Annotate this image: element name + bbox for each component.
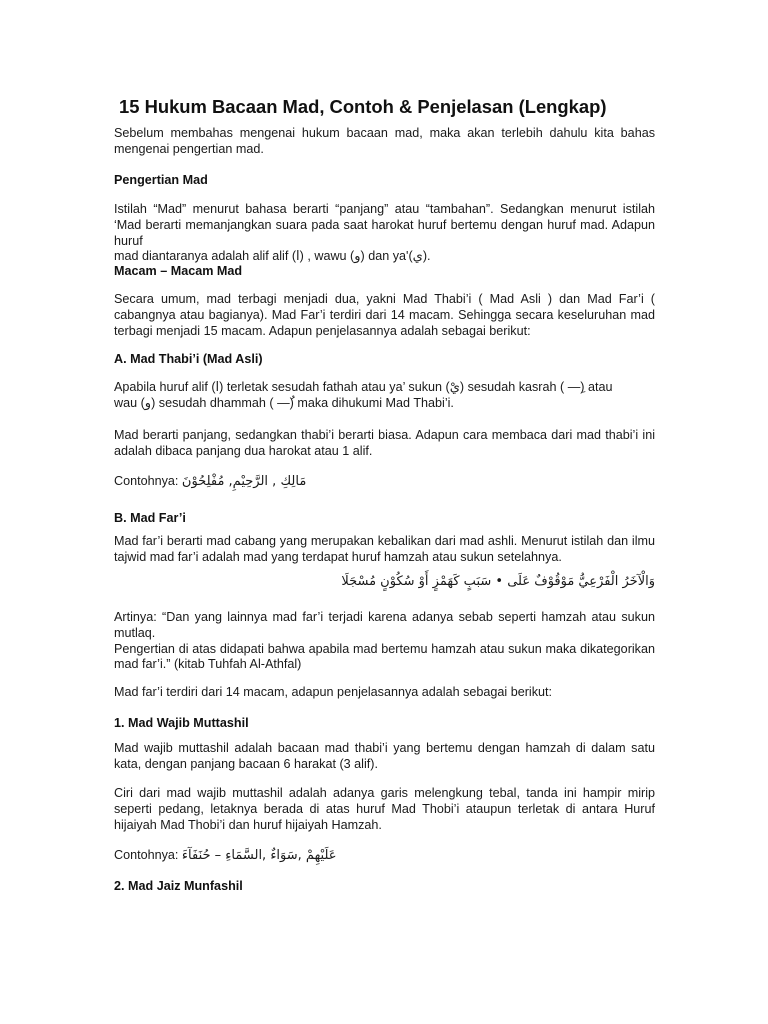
macam-paragraph: Secara umum, mad terbagi menjadi dua, yakni Mad Thabi’i ( Mad Asli ) dan Mad Far’i ( cabangnya atau bagianya). Mad Far’i terdiri dari 14 macam. Sehingga secara keseluruhan mad terbagi menjadi 15 macam. Adapun penjelasannya adalah sebagai berikut:	[114, 292, 655, 338]
heading-mad-fari: B. Mad Far’i	[114, 511, 186, 525]
arabic-ya: ي	[412, 249, 423, 265]
arabic-verse-fari: وَالْآخَرُ الْفَرْعِيُّ مَوْقُوْفٌ عَلَى • سَبَبٍ كَهَمْزٍ أَوْ سُكُوْنٍ مُسْجَلَا	[341, 574, 655, 589]
heading-pengertian-mad: Pengertian Mad	[114, 173, 208, 187]
wajib-example: Contohnya: عَلَيْهِمْ ,سَوَاءٌ ,السَّمَاءِ – حُنَفَآءَ	[114, 848, 337, 863]
pengertian-paragraph: Istilah “Mad” menurut bahasa berarti “panjang” atau “tambahan”. Sedangkan menurut istilah ‘Mad berarti memanjangkan suara pada saat harokat huruf bertemu dengan huruf mad. Adapun huruf mad diantaranya adalah alif alif (ا) , wawu (و) dan ya'(ي).	[114, 202, 655, 265]
thabii-rule-paragraph: Apabila huruf alif (ا) terletak sesudah fathah atau ya’ sukun (يْ) sesudah kasrah ( —) atau wau (و) sesudah dhammah ( —) maka dihukumi Mad Thabi’i.	[114, 380, 613, 411]
fari-artinya: Artinya: “Dan yang lainnya mad far’i terjadi karena adanya sebab seperti hamzah atau sukun mutlaq. Pengertian di atas didapati bahwa apabila mad bertemu hamzah atau sukun maka dikategorikan mad far’i.” (kitab Tuhfah Al-Athfal)	[114, 610, 655, 672]
intro-paragraph: Sebelum membahas mengenai hukum bacaan mad, maka akan terlebih dahulu kita bahas mengenai pengertian mad.	[114, 126, 655, 156]
wajib-ciri-paragraph: Ciri dari mad wajib muttashil adalah adanya garis melengkung tebal, tanda ini hampir mirip seperti pedang, letaknya berada di atas huruf Mad Thobi’i ataupun terletak di antara Huruf hijaiyah Mad Thobi’i dan huruf hijaiyah Hamzah.	[114, 786, 655, 832]
thabii-definition-paragraph: Mad berarti panjang, sedangkan thabi’i berarti biasa. Adapun cara membaca dari mad thabi’i ini adalah dibaca panjang dua harokat atau 1 alif.	[114, 428, 655, 458]
page-title: 15 Hukum Bacaan Mad, Contoh & Penjelasan (Lengkap)	[119, 96, 607, 117]
pengertian-text: Istilah “Mad” menurut bahasa berarti “panjang” atau “tambahan”. Sedangkan menurut istilah ‘Mad berarti memanjangkan suara pada saat harokat huruf bertemu dengan huruf mad. Adapun huruf	[114, 202, 655, 248]
heading-macam-mad: Macam – Macam Mad	[114, 264, 243, 278]
heading-mad-thabii: A. Mad Thabi’i (Mad Asli)	[114, 352, 263, 366]
wajib-definition-paragraph: Mad wajib muttashil adalah bacaan mad thabi’i yang bertemu dengan hamzah di dalam satu kata, dengan panjang bacaan 6 harakat (3 alif).	[114, 741, 655, 771]
fari-count-paragraph: Mad far’i terdiri dari 14 macam, adapun penjelasannya adalah sebagai berikut:	[114, 685, 553, 699]
heading-mad-jaiz-munfashil: 2. Mad Jaiz Munfashil	[114, 879, 243, 893]
arabic-example-wajib: عَلَيْهِمْ ,سَوَاءٌ ,السَّمَاءِ – حُنَفَآءَ	[181, 848, 337, 863]
fari-paragraph: Mad far’i berarti mad cabang yang merupakan kebalikan dari mad ashli. Menurut istilah dan ilmu tajwid mad far’i adalah mad yang terdapat huruf hamzah atau sukun setelahnya.	[114, 534, 655, 564]
arabic-example-thabii: مَالِكِ , الرَّحِيْمِ, مُفْلِحُوْنَ	[181, 474, 307, 489]
heading-mad-wajib-muttashil: 1. Mad Wajib Muttashil	[114, 716, 249, 730]
arabic-alif: ا	[296, 249, 300, 265]
thabii-example: Contohnya: مَالِكِ , الرَّحِيْمِ, مُفْلِحُوْنَ	[114, 474, 307, 489]
arabic-wawu: و	[354, 249, 361, 265]
